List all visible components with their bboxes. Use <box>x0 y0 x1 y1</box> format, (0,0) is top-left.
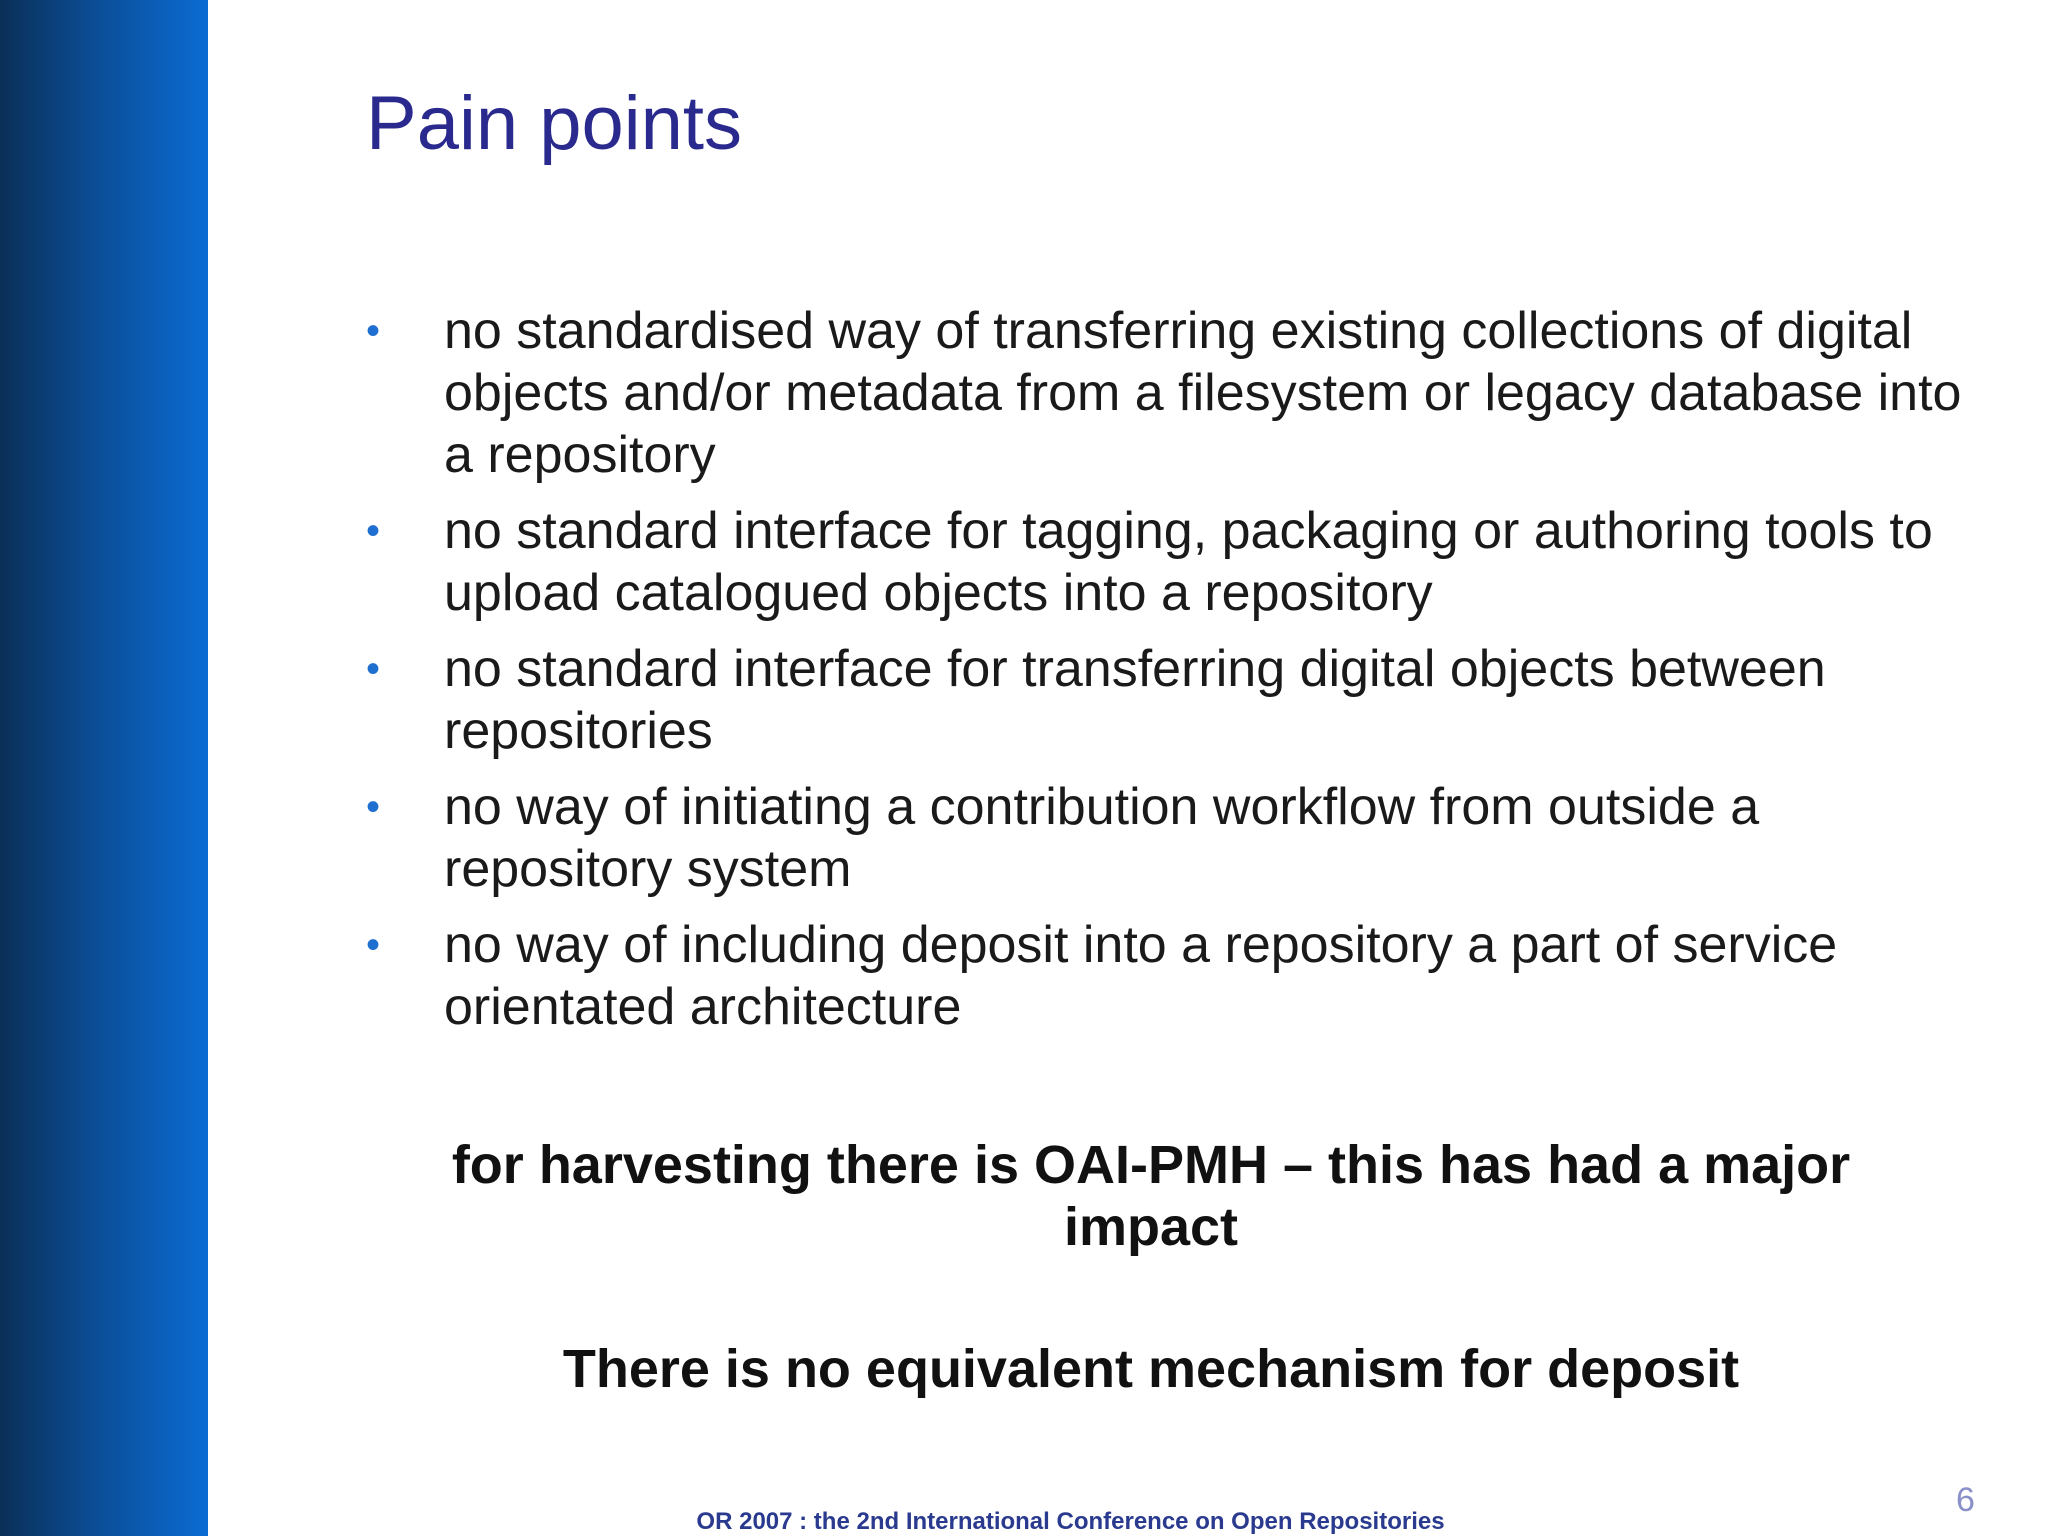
bullet-dot-icon: • <box>366 923 381 967</box>
bullet-dot-icon: • <box>366 647 381 691</box>
bullet-item <box>366 914 1986 1038</box>
slide-title: Pain points <box>366 81 743 166</box>
bullet-list <box>366 300 1986 1052</box>
bullet-item <box>366 776 1986 900</box>
bullet-text: no standardised way of transferring existing collections of digital objects and/or metadata from a filesystem or legacy database into a repository <box>444 302 1962 484</box>
blue-side-bar <box>0 0 208 1536</box>
bullet-dot-icon: • <box>366 785 381 829</box>
bullet-text: no way of including deposit into a repository a part of service orientated architecture <box>444 916 1838 1036</box>
bullet-item <box>366 638 1986 762</box>
bullet-text: no standard interface for tagging, packaging or authoring tools to upload catalogued objects into a repository <box>444 502 1933 622</box>
bullet-item <box>366 500 1986 624</box>
bullet-text: no way of initiating a contribution workflow from outside a repository system <box>444 778 1760 898</box>
bullet-dot-icon: • <box>366 509 381 553</box>
bullet-text: no standard interface for transferring digital objects between repositories <box>444 640 1826 760</box>
emphasis-statement-deposit: There is no equivalent mechanism for deposit <box>562 1339 1740 1399</box>
emphasis-statement-harvesting: for harvesting there is OAI-PMH – this has had a major impact <box>451 1135 1851 1257</box>
slide-footer: OR 2007 : the 2nd International Conference on Open Repositories <box>696 1508 1445 1535</box>
page-number: 6 <box>1956 1481 1975 1519</box>
bullet-item <box>366 300 1986 486</box>
bullet-dot-icon: • <box>366 309 381 353</box>
